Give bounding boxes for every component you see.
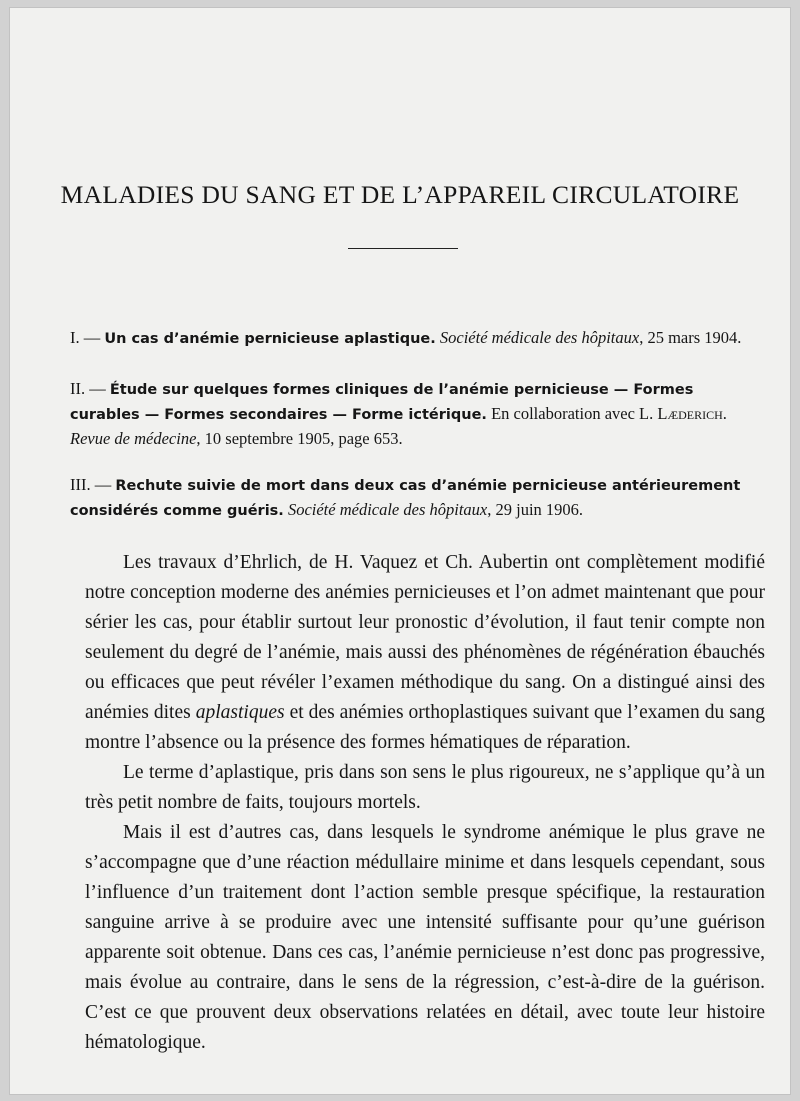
publication-source: Revue de médecine bbox=[70, 429, 197, 448]
publication-numeral: II. — bbox=[70, 379, 110, 398]
emphasized-term: aplastiques bbox=[195, 702, 285, 723]
publication-numeral: I. — bbox=[70, 328, 105, 347]
document-page bbox=[10, 8, 790, 1094]
body-text-run: Les travaux d’Ehrlich, de H. Vaquez et Ch. Aubertin ont complètement modifié notre conception moderne des anémies pernicieuses et l’on admet maintenant que pour sérier les cas, pour établir surtout leur pronostic d’évolution, il faut tenir compte non seulement du degré de l’anémie, mais aussi des phénomènes de régénération ébauchés ou efficaces que peut révéler l’examen méthodique du sang. On a distingué ainsi des anémies dites bbox=[85, 552, 765, 723]
publication-item bbox=[70, 473, 766, 523]
page-title: MALADIES DU SANG ET DE L’APPAREIL CIRCULATOIRE bbox=[60, 180, 740, 209]
publication-collaboration: En collaboration avec L. bbox=[491, 404, 658, 423]
title-divider bbox=[348, 248, 458, 249]
publication-title: Rechute suivie de mort dans deux cas d’anémie pernicieuse antérieurement considérés comme guéris. bbox=[70, 478, 741, 519]
publication-details: , 25 mars 1904. bbox=[639, 328, 742, 347]
publication-title: Un cas d’anémie pernicieuse aplastique. bbox=[104, 331, 436, 347]
publication-details: , 10 septembre 1905, page 653. bbox=[196, 429, 403, 448]
publication-item: II. — Étude sur quelques formes cliniques de l’anémie pernicieuse — Formes curables — Formes secondaires — Forme ictérique. En collaboration avec L. Læderich. Revue de médecine, 10 septembre 1905, page 653. bbox=[70, 379, 727, 448]
body-paragraph: Mais il est d’autres cas, dans lesquels le syndrome anémique le plus grave ne s’accompagne que d’une réaction médullaire minime et dans lesquels cependant, sous l’influence d’un traitement dont l’action semble presque spécifique, la restauration sanguine arrive à se produire avec une intensité suffisante pour qu’une guérison apparente soit obtenue. Dans ces cas, l’anémie pernicieuse n’est donc pas progressive, mais évolue au contraire, dans le sens de la régression, c’est-à-dire de la guérison. C’est ce que prouvent deux observations relatées en détail, avec toute leur histoire hématologique. bbox=[85, 822, 765, 1053]
body-text-run: et des anémies orthoplastiques suivant que l’examen du sang montre l’absence ou la présence des formes hématiques de réparation. bbox=[85, 702, 765, 753]
body-text bbox=[85, 548, 765, 1058]
publication-item bbox=[70, 326, 766, 351]
publication-title: Étude sur quelques formes cliniques de l’anémie pernicieuse — Formes curables — Formes secondaires — Forme ictérique. bbox=[70, 382, 694, 423]
publication-numeral: III. — bbox=[70, 475, 116, 494]
publication-source: Société médicale des hôpitaux bbox=[439, 328, 640, 347]
body-paragraph bbox=[85, 548, 765, 758]
publication-details: , 29 juin 1906. bbox=[487, 500, 584, 519]
body-paragraph: Le terme d’aplastique, pris dans son sens le plus rigoureux, ne s’applique qu’à un très petit nombre de faits, toujours mortels. bbox=[85, 762, 765, 813]
publication-source: Société médicale des hôpitaux bbox=[287, 500, 488, 519]
collaborator-name: Læderich bbox=[657, 404, 723, 423]
